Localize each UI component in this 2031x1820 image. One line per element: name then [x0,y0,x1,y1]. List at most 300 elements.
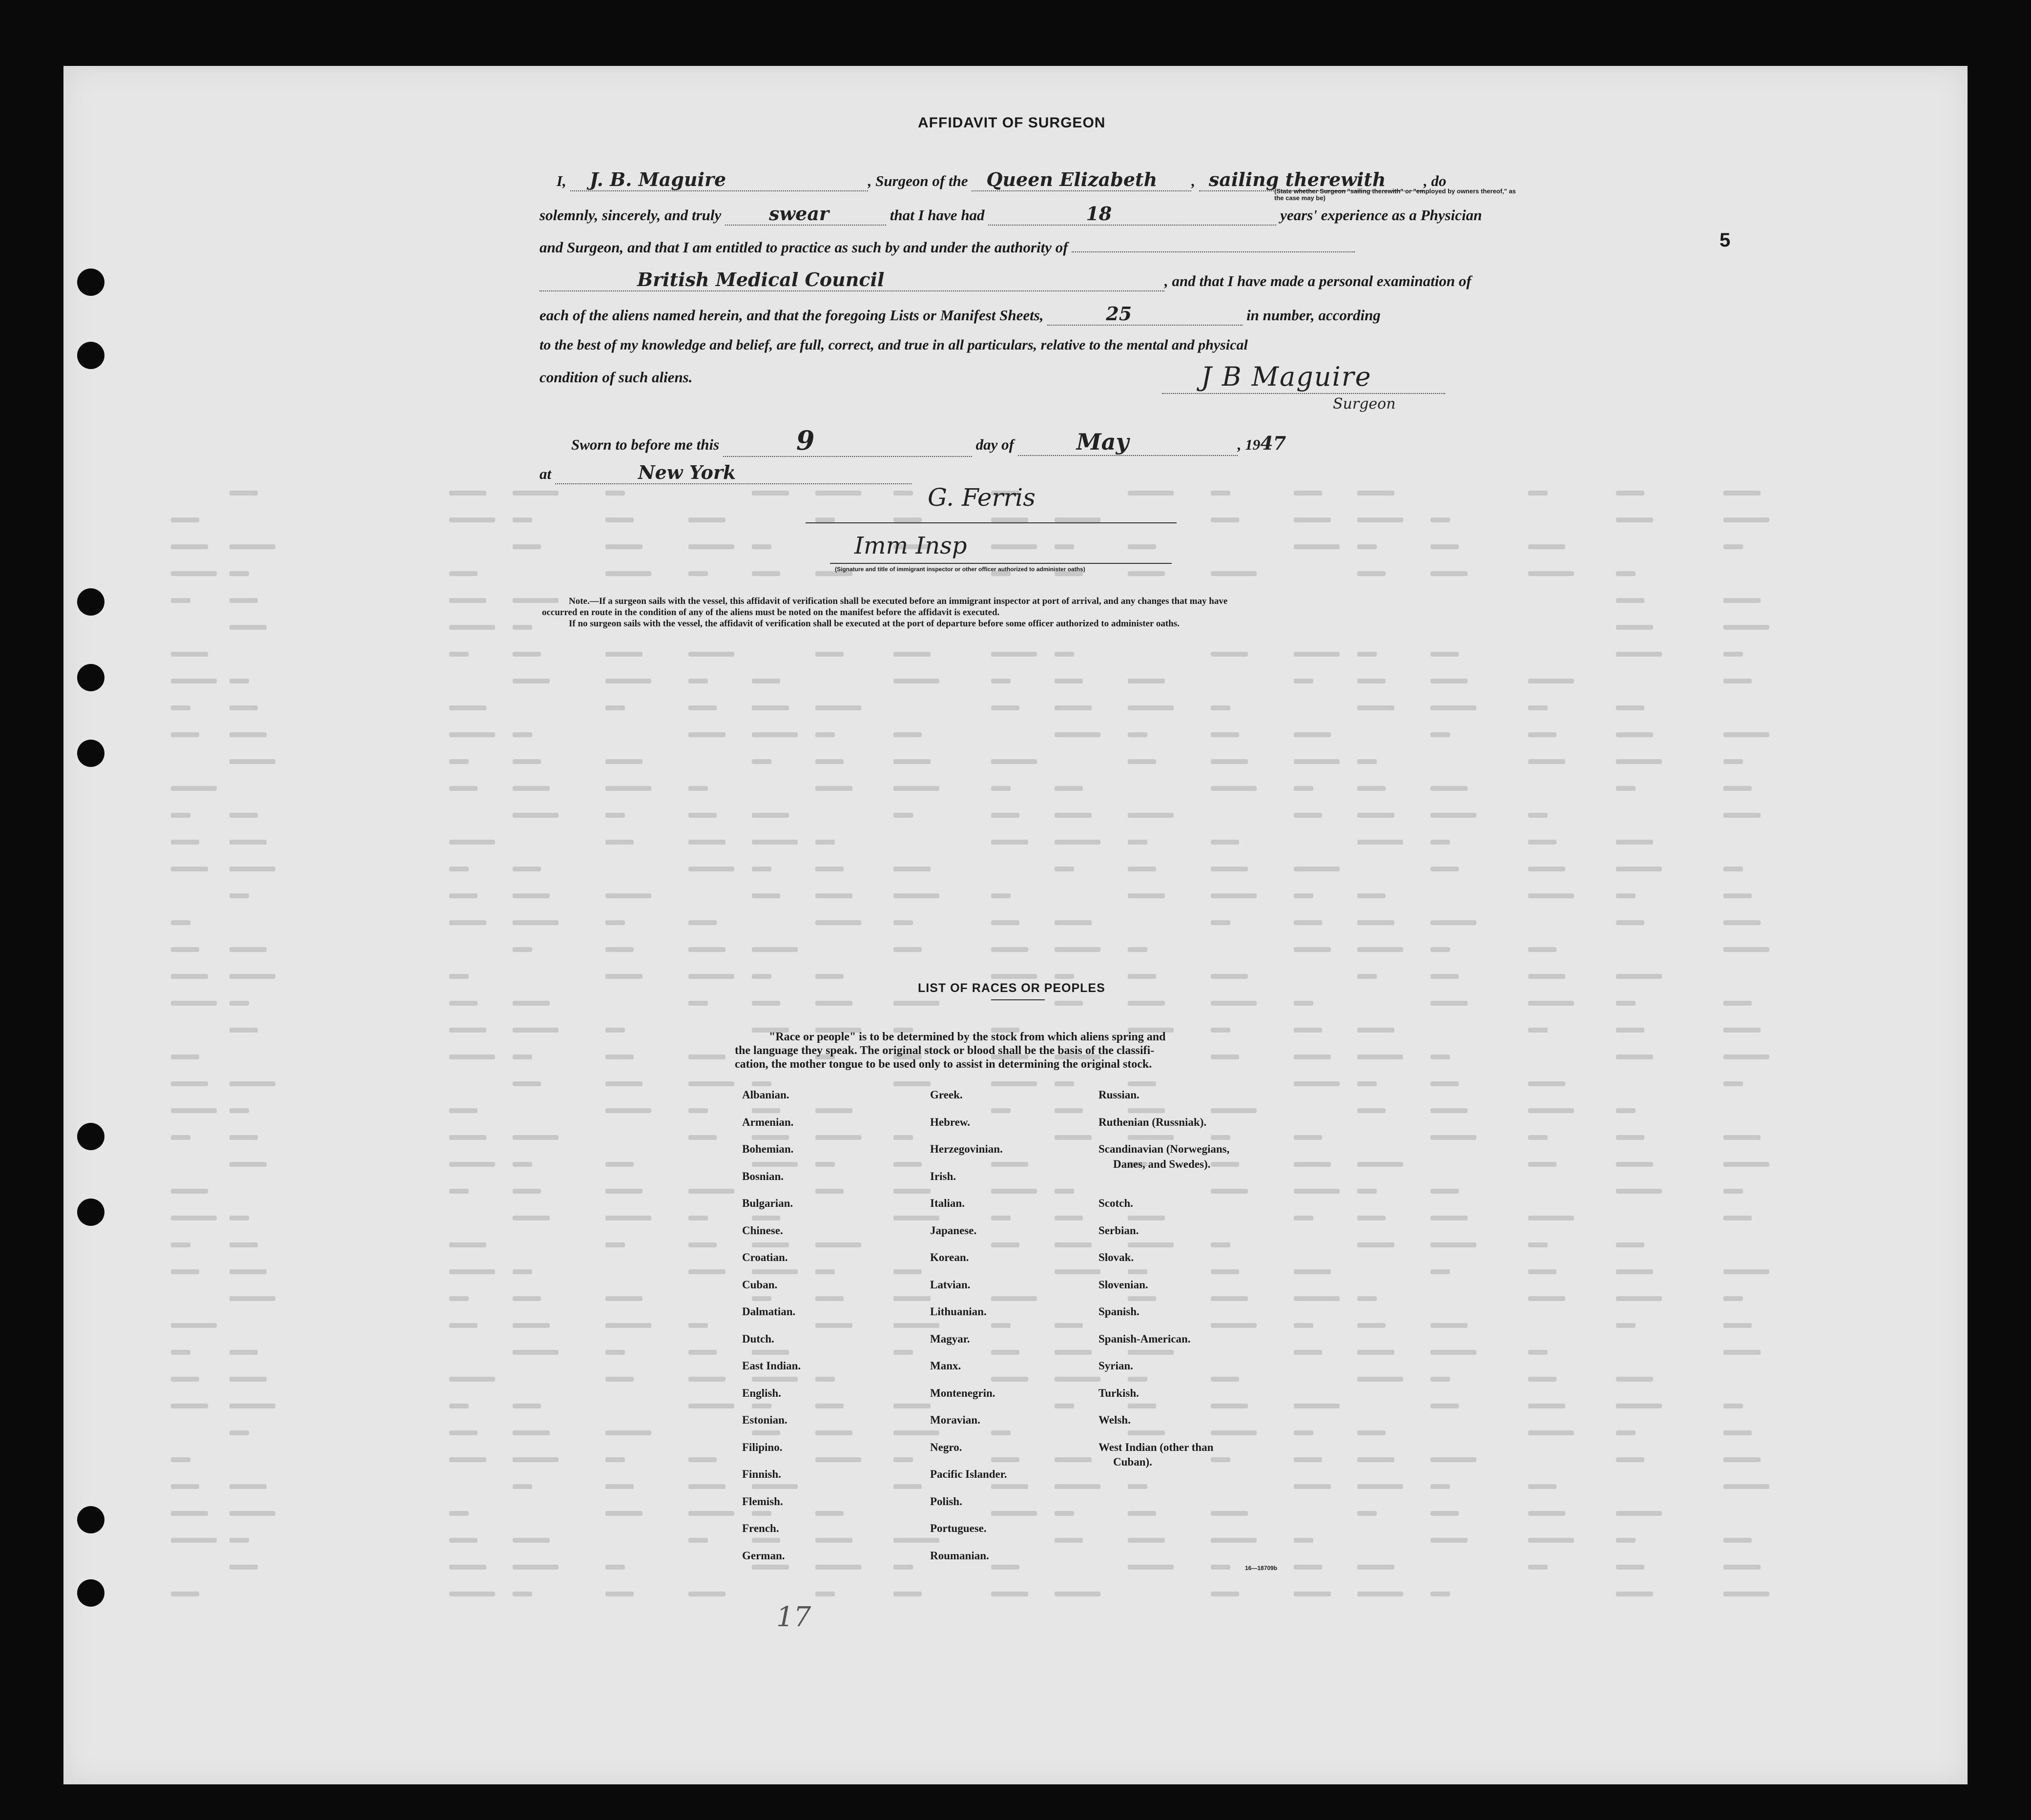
bleed-through-mark [1430,1189,1459,1194]
bleed-through-mark [1616,1404,1662,1408]
bleed-through-mark [449,1269,495,1274]
bleed-through-mark [893,1323,939,1328]
years-field: 18 [988,203,1276,226]
binder-hole [77,1123,104,1150]
bleed-through-mark [1055,1081,1074,1086]
bleed-through-mark [688,1081,734,1086]
race-item: Bosnian. [742,1170,784,1182]
bleed-through-mark [1357,1350,1394,1355]
bleed-through-mark [1616,1108,1636,1113]
bleed-through-mark [688,1269,725,1274]
bleed-through-mark [1528,679,1574,683]
race-item: Irish. [930,1170,956,1182]
bleed-through-mark [1211,1404,1248,1408]
bleed-through-mark [1357,1216,1386,1220]
bleed-through-mark [449,1108,477,1113]
bleed-through-mark [229,840,267,845]
bleed-through-mark [171,1592,199,1596]
bleed-through-mark [1723,1296,1743,1301]
bleed-through-mark [449,517,495,522]
bleed-through-mark [605,1242,625,1247]
bleed-through-mark [1357,1296,1377,1301]
race-item: Magyar. [930,1332,970,1345]
race-item: German. [742,1549,785,1562]
bleed-through-mark [1723,732,1769,737]
bleed-through-mark [1528,1484,1556,1489]
bleed-through-mark [1128,1216,1165,1220]
bleed-through-mark [1211,1592,1239,1596]
bleed-through-mark [1294,517,1331,522]
binder-hole [77,664,104,691]
bleed-through-mark [991,1511,1037,1516]
bleed-through-mark [1128,491,1174,496]
bleed-through-mark [893,920,913,925]
bleed-through-mark [1357,1377,1403,1382]
bleed-through-mark [1128,759,1156,764]
bleed-through-mark [1055,786,1083,791]
bleed-through-mark [1616,1055,1653,1059]
race-item: Russian. [1098,1089,1140,1101]
bleed-through-mark [1723,1135,1761,1140]
bleed-through-mark [1723,1592,1769,1596]
bleed-through-mark [1211,1135,1230,1140]
bleed-through-mark [893,1457,913,1462]
bleed-through-mark [605,1592,634,1596]
bleed-through-mark [229,679,249,683]
bleed-through-mark [513,759,541,764]
bleed-through-mark [449,491,486,496]
bleed-through-mark [449,705,486,710]
bleed-through-mark [688,1457,717,1462]
race-item: Slovenian. [1098,1278,1148,1291]
bleed-through-mark [1616,598,1644,603]
race-item: Bohemian. [742,1143,794,1155]
bleed-through-mark [1055,1377,1100,1382]
bleed-through-mark [1294,867,1340,871]
race-item: Welsh. [1098,1414,1131,1426]
bleed-through-mark [171,786,217,791]
bleed-through-mark [991,1242,1019,1247]
bleed-through-mark [1294,1189,1340,1194]
bleed-through-mark [893,1538,939,1543]
bleed-through-mark [1723,759,1743,764]
bleed-through-mark [1616,1377,1653,1382]
bleed-through-mark [1128,1430,1165,1435]
bleed-through-mark [1294,679,1313,683]
bleed-through-mark [893,1081,931,1086]
bleed-through-mark [1616,1135,1644,1140]
bleed-through-mark [1430,1081,1459,1086]
binder-hole [77,1506,104,1533]
bleed-through-mark [688,1404,734,1408]
bleed-through-mark [1723,1001,1752,1006]
bleed-through-mark [1128,1538,1165,1543]
bleed-through-mark [1294,947,1331,952]
bleed-through-mark [1211,732,1239,737]
bleed-through-mark [229,1565,258,1570]
bleed-through-mark [1357,947,1403,952]
officer-title-signature: Imm Insp [854,532,967,559]
bleed-through-mark [171,1189,208,1194]
bleed-through-mark [752,1377,798,1382]
race-item: Latvian. [930,1278,971,1291]
race-item: Cuban. [742,1278,778,1291]
bleed-through-mark [1430,840,1450,845]
bleed-through-mark [171,679,217,683]
bleed-through-mark [752,840,798,845]
text-and-surgeon: and Surgeon, and that I am entitled to practice as such by and under the authority of [539,239,1068,256]
bleed-through-mark [171,840,199,845]
bleed-through-mark [815,1108,852,1113]
bleed-through-mark [1723,1565,1761,1570]
bleed-through-mark [1055,1242,1092,1247]
bleed-through-mark [513,1538,550,1543]
bleed-through-mark [1211,1242,1230,1247]
bleed-through-mark [1430,1001,1468,1006]
bleed-through-mark [449,974,469,979]
bleed-through-mark [1211,974,1248,979]
bleed-through-mark [513,786,550,791]
bleed-through-mark [1357,1511,1377,1516]
bleed-through-mark [1616,1189,1662,1194]
race-item: Lithuanian. [930,1305,987,1318]
bleed-through-mark [605,491,625,496]
race-item: Herzegovinian. [930,1143,1003,1155]
bleed-through-mark [1357,1162,1403,1167]
bleed-through-mark [513,1216,550,1220]
bleed-through-mark [688,544,734,549]
affidavit-line-1: I, J. B. Maguire , Surgeon of the Queen Elizabeth , sailing therewith , do [557,168,1447,190]
bleed-through-mark [1055,813,1092,818]
bleed-through-mark [1211,1162,1239,1167]
bleed-through-mark [893,1296,931,1301]
bleed-through-mark [688,786,708,791]
bleed-through-mark [1528,893,1574,898]
bleed-through-mark [1723,1350,1761,1355]
bleed-through-mark [1128,1269,1147,1274]
bleed-through-mark [1723,1323,1752,1328]
bleed-through-mark [1723,947,1769,952]
binder-hole [77,1199,104,1226]
bleed-through-mark [1616,786,1636,791]
bleed-through-mark [752,1001,780,1006]
bleed-through-mark [1294,786,1313,791]
bleed-through-mark [991,1565,1019,1570]
bleed-through-mark [688,732,725,737]
bleed-through-mark [1055,840,1100,845]
bleed-through-mark [1723,1189,1743,1194]
bleed-through-mark [893,1350,913,1355]
bleed-through-mark [1294,1350,1322,1355]
bleed-through-mark [1616,1565,1644,1570]
bleed-through-mark [752,679,780,683]
affidavit-line-2 [539,203,1482,226]
bleed-through-mark [1616,1457,1644,1462]
bleed-through-mark [1357,491,1394,496]
bleed-through-mark [688,517,725,522]
bleed-through-mark [449,1538,477,1543]
bleed-through-mark [171,1001,217,1006]
bleed-through-mark [513,1350,559,1355]
bleed-through-mark [1211,1377,1239,1382]
bleed-through-mark [1430,1457,1476,1462]
bleed-through-mark [171,974,208,979]
bleed-through-mark [1294,1457,1322,1462]
bleed-through-mark [1055,1592,1100,1596]
bleed-through-mark [1430,732,1450,737]
bleed-through-mark [1128,1511,1156,1516]
bleed-through-mark [1211,652,1248,657]
binder-hole [77,269,104,296]
bleed-through-mark [1528,1081,1565,1086]
bleed-through-mark [815,893,852,898]
note-line-1: Note.—If a surgeon sails with the vessel, this affidavit of verification shall be executed before an immigrant inspector at port of arrival, and any changes that may have [569,596,1228,606]
bleed-through-mark [229,1538,249,1543]
bleed-through-mark [1616,893,1636,898]
bleed-through-mark [1294,732,1331,737]
bleed-through-mark [605,1350,625,1355]
bleed-through-mark [1528,1108,1574,1113]
bleed-through-mark [752,1350,789,1355]
bleed-through-mark [1616,920,1644,925]
bleed-through-mark [893,1189,931,1194]
bleed-through-mark [1055,1189,1074,1194]
bleed-through-mark [1128,974,1156,979]
bleed-through-mark [171,1242,190,1247]
bleed-through-mark [1528,1350,1548,1355]
bleed-through-mark [1723,625,1769,630]
race-item: Greek. [930,1089,963,1101]
race-item: Bulgarian. [742,1197,793,1209]
text-each-aliens: each of the aliens named herein, and that the foregoing Lists or Manifest Sheets, [539,307,1044,324]
bleed-through-mark [991,1430,1011,1435]
bleed-through-mark [1430,1484,1450,1489]
bleed-through-mark [815,974,844,979]
bleed-through-mark [1294,1028,1322,1033]
race-item: English. [742,1386,781,1399]
bleed-through-mark [893,1592,922,1596]
bleed-through-mark [752,705,789,710]
bleed-through-mark [752,491,789,496]
bleed-through-mark [991,679,1011,683]
bleed-through-mark [893,893,939,898]
bleed-through-mark [991,1350,1019,1355]
manifest-sheet [63,66,1968,1784]
bleed-through-mark [171,1269,199,1274]
bleed-through-mark [1723,1269,1769,1274]
bleed-through-mark [893,867,931,871]
bleed-through-mark [1430,813,1476,818]
bleed-through-mark [605,1028,625,1033]
race-item: Japanese. [930,1224,977,1237]
bleed-through-mark [688,1001,708,1006]
bleed-through-mark [1211,705,1230,710]
bleed-through-mark [449,1242,486,1247]
text-sworn: Sworn to before me this [571,436,720,453]
bleed-through-mark [229,1135,258,1140]
bleed-through-mark [752,1135,789,1140]
bleed-through-mark [991,840,1028,845]
bleed-through-mark [815,705,861,710]
month-field: May [1018,429,1238,456]
bleed-through-mark [1055,1135,1092,1140]
day-field: 9 [723,425,972,457]
bleed-through-mark [449,1001,477,1006]
bleed-through-mark [752,571,780,576]
bleed-through-mark [1357,1457,1394,1462]
race-item: Moravian. [930,1414,980,1426]
binder-hole [77,342,104,369]
bleed-through-mark [1211,1511,1248,1516]
bleed-through-mark [1616,1001,1636,1006]
binder-hole [77,588,104,616]
bleed-through-mark [688,840,725,845]
bleed-through-mark [815,1565,861,1570]
bleed-through-mark [991,1323,1011,1328]
bleed-through-mark [688,1189,734,1194]
bleed-through-mark [1723,867,1743,871]
bleed-through-mark [171,1135,190,1140]
bleed-through-mark [1357,705,1394,710]
surgeon-name-field: J. B. Maguire [570,168,868,191]
bleed-through-mark [1528,1028,1548,1033]
bleed-through-mark [449,920,486,925]
bleed-through-mark [605,1511,642,1516]
race-item: Dalmatian. [742,1305,796,1318]
bleed-through-mark [229,1269,267,1274]
bleed-through-mark [171,1216,217,1220]
bleed-through-mark [229,1242,258,1247]
bleed-through-mark [171,1108,217,1113]
race-item: Portuguese. [930,1522,987,1534]
bleed-through-mark [1616,974,1662,979]
bleed-through-mark [171,947,199,952]
bleed-through-mark [1723,1404,1743,1408]
bleed-through-mark [1616,732,1653,737]
bleed-through-mark [171,705,190,710]
bleed-through-mark [605,974,642,979]
bleed-through-mark [449,571,477,576]
bleed-through-mark [1211,1001,1257,1006]
bleed-through-mark [1616,625,1653,630]
race-item: Serbian. [1098,1224,1139,1237]
bleed-through-mark [449,1323,477,1328]
bleed-through-mark [229,1081,275,1086]
bleed-through-mark [513,679,550,683]
bleed-through-mark [752,1269,798,1274]
bleed-through-mark [688,1511,734,1516]
bleed-through-mark [1357,1055,1403,1059]
bleed-through-mark [1294,544,1340,549]
bleed-through-mark [688,1323,708,1328]
bleed-through-mark [605,813,625,818]
race-item: Filipino. [742,1441,783,1453]
race-item: Syrian. [1098,1360,1133,1372]
race-item: Negro. [930,1441,962,1453]
bleed-through-mark [229,1511,275,1516]
place-field: New York [555,461,912,484]
bleed-through-mark [1294,1216,1313,1220]
officer-signature: G. Ferris [928,483,1036,512]
bleed-through-mark [688,1055,725,1059]
bleed-through-mark [513,1055,532,1059]
bleed-through-mark [1211,1055,1239,1059]
bleed-through-mark [1723,1538,1752,1543]
bleed-through-mark [1357,571,1386,576]
bleed-through-mark [893,517,922,522]
bleed-through-mark [991,1377,1028,1382]
bleed-through-mark [1528,1216,1574,1220]
bleed-through-mark [1616,1592,1653,1596]
bleed-through-mark [1616,1430,1636,1435]
bleed-through-mark [815,1323,852,1328]
bleed-through-mark [1055,1323,1083,1328]
bleed-through-mark [688,1242,717,1247]
bleed-through-mark [1128,1377,1147,1382]
bleed-through-mark [991,1457,1019,1462]
race-item: Polish. [930,1495,962,1508]
bleed-through-mark [449,1511,469,1516]
bleed-through-mark [991,813,1019,818]
bleed-through-mark [1723,786,1752,791]
bleed-through-mark [1211,1538,1257,1543]
bleed-through-mark [1357,1108,1386,1113]
surgeon-signature-title: Surgeon [1333,395,1396,413]
bleed-through-mark [1294,1538,1313,1543]
bleed-through-mark [688,867,734,871]
bleed-through-mark [1211,491,1230,496]
bleed-through-mark [1357,786,1386,791]
bleed-through-mark [1055,1404,1074,1408]
bleed-through-mark [815,1430,852,1435]
bleed-through-mark [171,598,190,603]
bleed-through-mark [1528,571,1574,576]
bleed-through-mark [449,1565,486,1570]
bleed-through-mark [1430,1404,1459,1408]
bleed-through-mark [1211,1565,1230,1570]
bleed-through-mark [513,920,559,925]
races-intro-line-3: cation, the mother tongue to be used only to assist in determining the original stock. [735,1058,1152,1071]
bleed-through-mark [1616,652,1662,657]
bleed-through-mark [1723,1457,1761,1462]
bleed-through-mark [513,1565,559,1570]
race-item: Chinese. [742,1224,783,1237]
bleed-through-mark [513,947,532,952]
bleed-through-mark [605,517,634,522]
bleed-through-mark [1357,840,1403,845]
bleed-through-mark [752,759,771,764]
bleed-through-mark [893,679,939,683]
bleed-through-mark [815,652,844,657]
bleed-through-mark [605,544,642,549]
bleed-through-mark [815,759,844,764]
bleed-through-mark [1055,1269,1100,1274]
bleed-through-mark [1528,1296,1565,1301]
bleed-through-mark [1528,840,1556,845]
officer-signature-line [806,522,1177,523]
bleed-through-mark [688,920,717,925]
bleed-through-mark [1128,867,1156,871]
bleed-through-mark [1528,759,1565,764]
bleed-through-mark [1430,1377,1450,1382]
bleed-through-mark [1430,974,1459,979]
bleed-through-mark [171,1323,217,1328]
bleed-through-mark [1357,1189,1377,1194]
bleed-through-mark [1528,705,1548,710]
bleed-through-mark [1211,759,1248,764]
race-item: Scandinavian (Norwegians, [1098,1143,1230,1155]
bleed-through-mark [1128,732,1147,737]
